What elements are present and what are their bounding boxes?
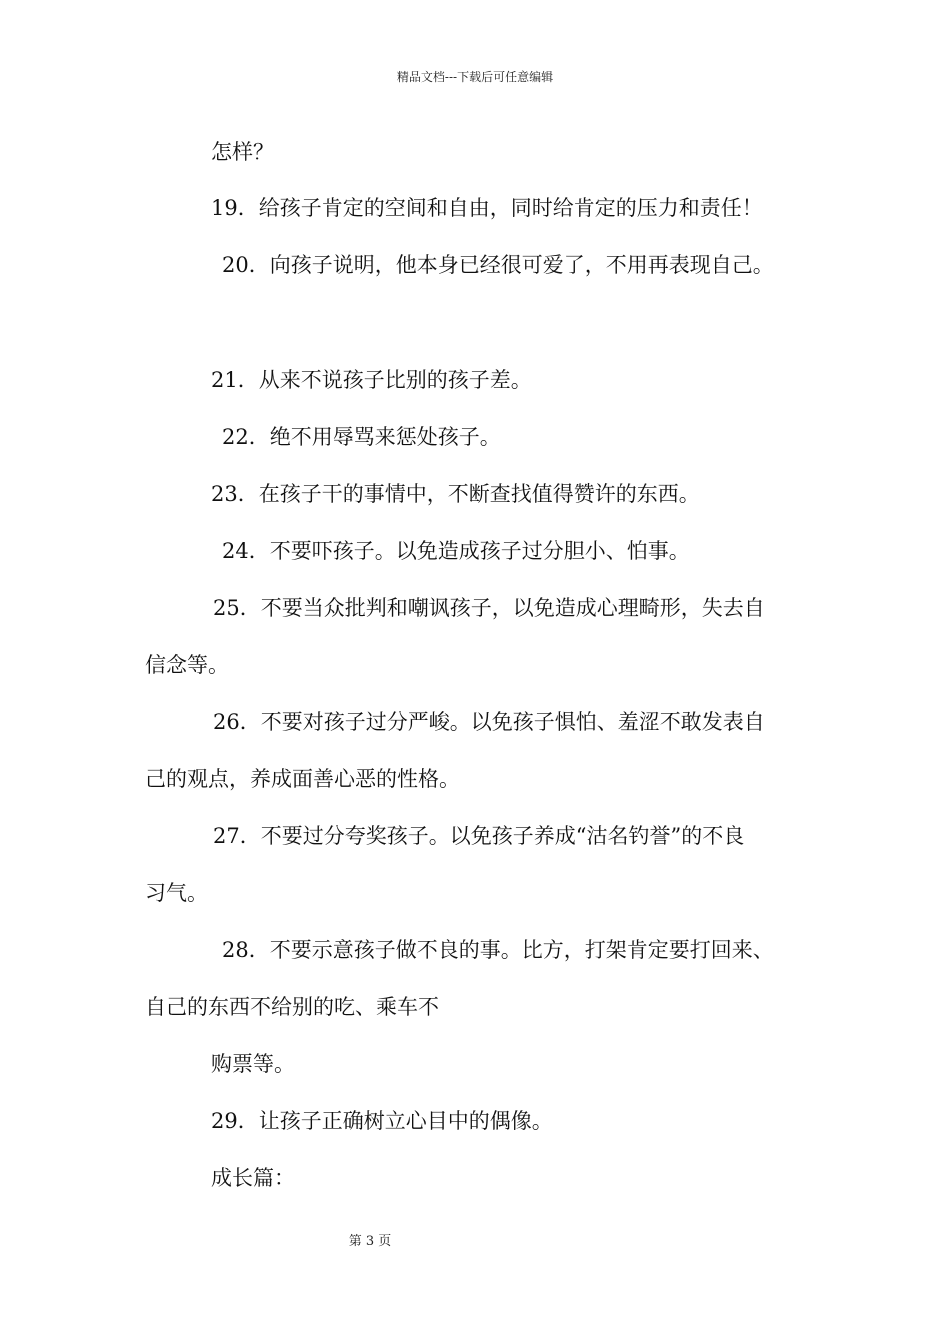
text-line: 26．不要对孩子过分严峻。以免孩子惧怕、羞涩不敢发表自 bbox=[213, 710, 765, 734]
page-header: 精品文档---下载后可任意编辑 bbox=[396, 70, 554, 84]
page-number: 第 3 页 bbox=[348, 1234, 392, 1249]
text-line: 22．绝不用辱骂来惩处孩子。 bbox=[222, 425, 501, 449]
text-line: 购票等。 bbox=[211, 1052, 295, 1076]
text-line: 成长篇： bbox=[211, 1166, 295, 1190]
text-line: 23．在孩子干的事情中，不断查找值得赞许的东西。 bbox=[211, 482, 700, 506]
text-line: 21．从来不说孩子比别的孩子差。 bbox=[211, 368, 532, 392]
text-line: 28．不要示意孩子做不良的事。比方，打架肯定要打回来、 bbox=[222, 938, 774, 962]
text-line: 20．向孩子说明，他本身已经很可爱了，不用再表现自己。 bbox=[222, 253, 774, 277]
text-line: 25．不要当众批判和嘲讽孩子，以免造成心理畸形，失去自 bbox=[213, 596, 765, 620]
text-line: 19．给孩子肯定的空间和自由，同时给肯定的压力和责任！ bbox=[211, 196, 763, 220]
text-line: 29．让孩子正确树立心目中的偶像。 bbox=[211, 1109, 553, 1133]
text-line: 信念等。 bbox=[145, 653, 229, 677]
text-line: 习气。 bbox=[145, 881, 208, 905]
text-line: 自己的东西不给别的吃、乘车不 bbox=[145, 995, 439, 1019]
text-line: 24．不要吓孩子。以免造成孩子过分胆小、怕事。 bbox=[222, 539, 690, 563]
text-line: 己的观点，养成面善心恶的性格。 bbox=[145, 767, 460, 791]
text-line: 27．不要过分夸奖孩子。以免孩子养成“沽名钓誉”的不良 bbox=[213, 824, 745, 848]
text-line: 怎样？ bbox=[211, 140, 274, 164]
